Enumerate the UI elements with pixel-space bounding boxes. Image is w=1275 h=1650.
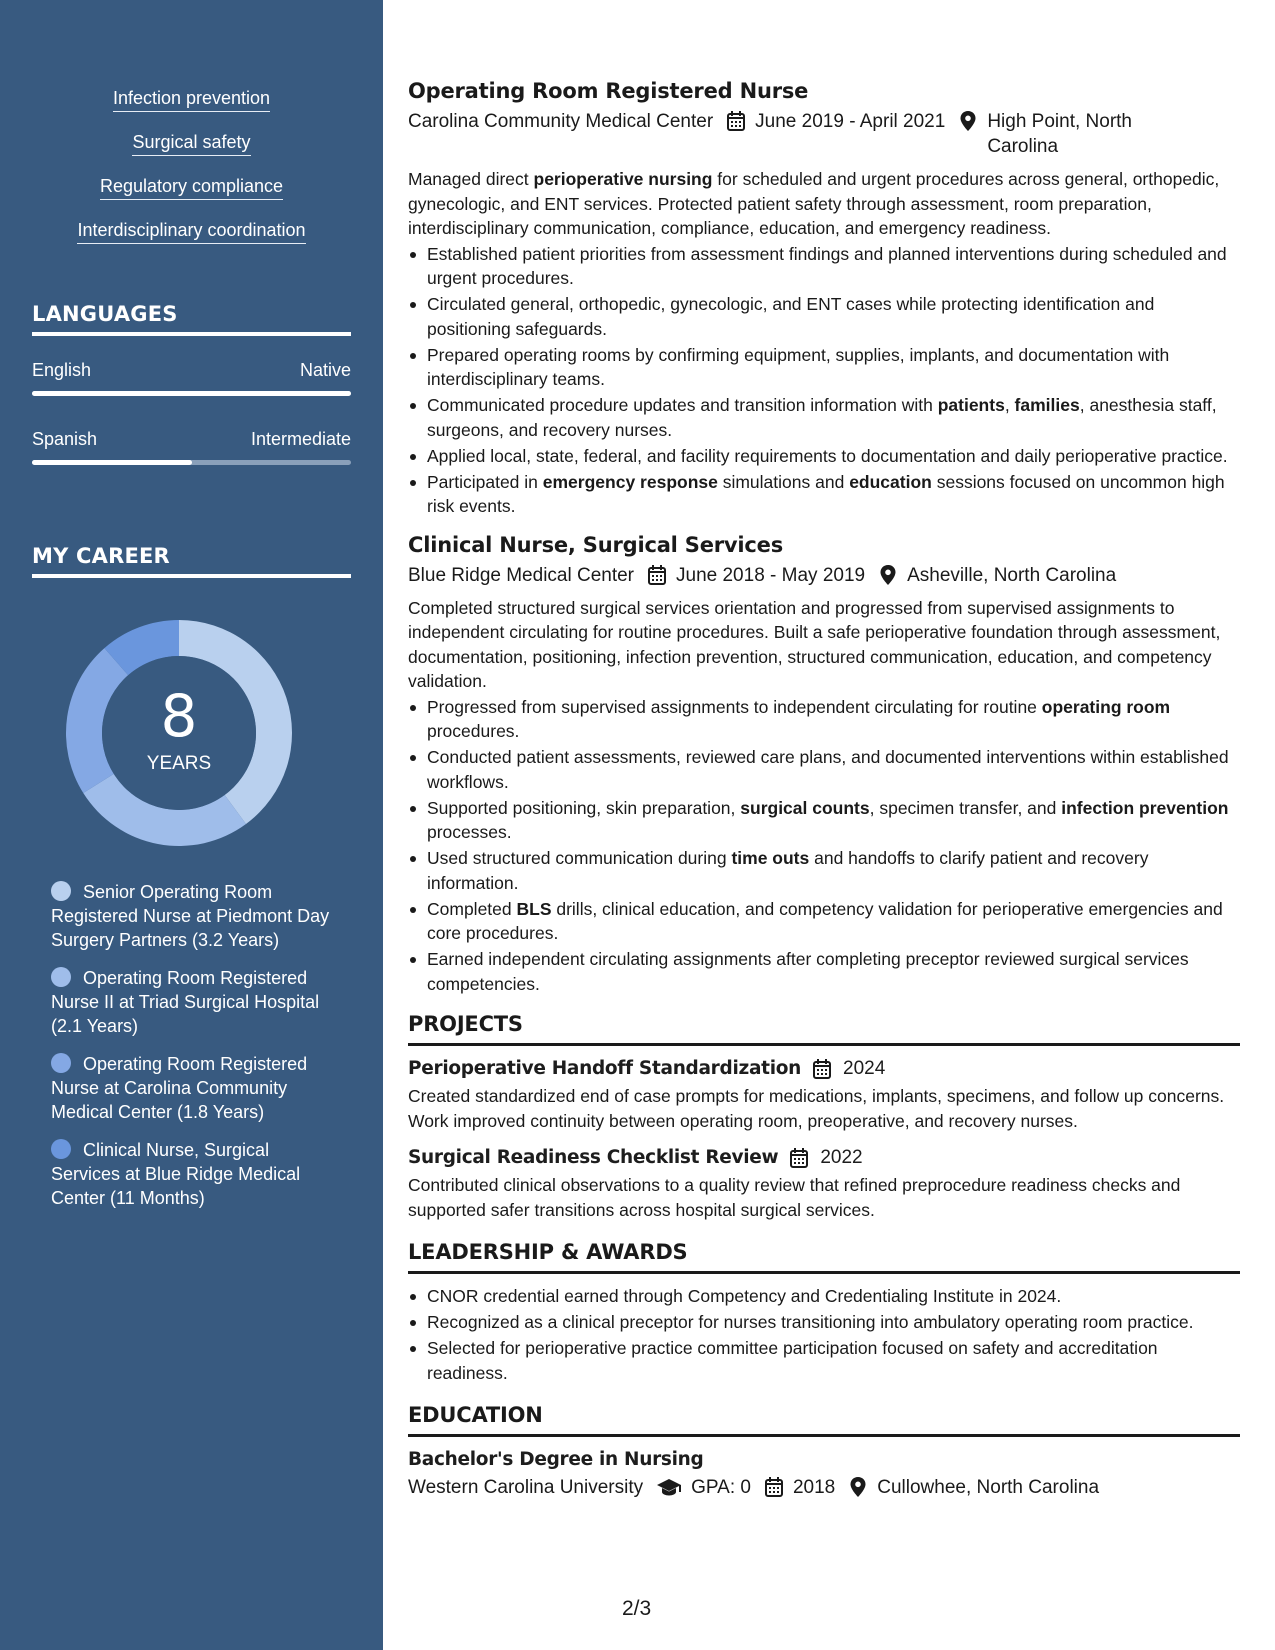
education-degree: Bachelor's Degree in Nursing: [408, 1449, 704, 1470]
sidebar: [0, 0, 383, 1650]
job-location-wrap: [959, 109, 1159, 159]
language-proficiency-bar: [32, 460, 351, 465]
career-legend-text: Clinical Nurse, Surgical Services at Blue Ridge Medical Center (11 Months): [51, 1140, 301, 1208]
job-dates: June 2019 - April 2021: [755, 111, 946, 132]
calendar-icon: [765, 1477, 783, 1497]
project-entry: [408, 1056, 1240, 1133]
legend-dot: [51, 881, 71, 901]
education-gpa: GPA: 0: [691, 1477, 751, 1498]
job-bullet: Communicated procedure updates and transition information with patients, families, anesthesia staff, surgeons, and recovery nurses.: [408, 393, 1240, 442]
language-name: English: [32, 360, 92, 380]
job-bullet: Completed BLS drills, clinical education, and competency validation for perioperative emergencies and core procedures.: [408, 897, 1240, 946]
experience-entry: [408, 531, 1240, 997]
job-bullet: Participated in emergency response simulations and education sessions focused on uncommon high risk events.: [408, 470, 1240, 519]
language-proficiency-fill: [32, 460, 192, 465]
job-bullets: [408, 695, 1240, 997]
projects-section: [408, 1010, 1240, 1222]
career-donut-chart: [66, 620, 292, 846]
calendar-icon: [648, 565, 666, 585]
job-summary: Managed direct perioperative nursing for scheduled and urgent procedures across general, orthopedic, gynecologic, and ENT services. Protected patient safety through assessment, room preparation, interdisciplinary communication, compliance, education, and emergency readiness.: [408, 169, 1220, 238]
location-pin-icon: [959, 111, 977, 131]
career-legend-text: Operating Room Registered Nurse II at Triad Surgical Hospital (2.1 Years): [51, 968, 320, 1036]
location-pin-icon: [849, 1477, 867, 1497]
career-total-label: YEARS: [146, 753, 212, 774]
leadership-item: Selected for perioperative practice committee participation focused on safety and accreditation readiness.: [408, 1336, 1240, 1385]
job-bullet: Established patient priorities from assessment findings and planned interventions during scheduled and urgent procedures.: [408, 242, 1240, 291]
project-title-row: [408, 1145, 1240, 1171]
skill-item: Surgical safety: [132, 130, 250, 156]
job-dates-wrap: [727, 109, 945, 134]
career-legend-item: [51, 966, 341, 1038]
job-company: Carolina Community Medical Center: [408, 111, 714, 132]
legend-dot: [51, 1053, 71, 1073]
job-company: Blue Ridge Medical Center: [408, 564, 635, 586]
job-title: Operating Room Registered Nurse: [408, 79, 809, 103]
language-level: Intermediate: [250, 429, 351, 449]
education-school: Western Carolina University: [408, 1477, 644, 1498]
job-location: Asheville, North Carolina: [907, 564, 1117, 586]
career-legend: [51, 880, 341, 1224]
project-name: Perioperative Handoff Standardization: [408, 1058, 802, 1079]
project-name: Surgical Readiness Checklist Review: [408, 1147, 779, 1168]
skills-list: [0, 86, 383, 262]
project-year: 2024: [843, 1058, 886, 1079]
experience-entry: [408, 77, 1240, 519]
leadership-section: [408, 1238, 1240, 1385]
education-year-wrap: [765, 1475, 835, 1500]
calendar-icon: [790, 1148, 808, 1168]
leadership-item: CNOR credential earned through Competency and Credentialing Institute in 2024.: [408, 1284, 1240, 1309]
job-bullet: Applied local, state, federal, and facility requirements to documentation and daily perioperative practice.: [408, 444, 1240, 469]
skill-item: Interdisciplinary coordination: [77, 218, 305, 244]
career-legend-item: [51, 1138, 341, 1210]
job-dates-wrap: [648, 563, 865, 588]
job-bullet: Prepared operating rooms by confirming equipment, supplies, implants, and documentation with interdisciplinary teams.: [408, 343, 1240, 392]
job-bullet: Circulated general, orthopedic, gynecologic, and ENT cases while protecting identification and positioning safeguards.: [408, 292, 1240, 341]
language-proficiency-fill: [32, 391, 351, 396]
education-year: 2018: [792, 1477, 836, 1498]
project-title-row: [408, 1056, 1240, 1082]
leadership-list: [408, 1284, 1240, 1385]
job-bullet: Supported positioning, skin preparation, surgical counts, specimen transfer, and infection prevention processes.: [408, 796, 1240, 845]
legend-dot: [51, 1139, 71, 1159]
skill-item: Regulatory compliance: [100, 174, 283, 200]
career-legend-item: [51, 1052, 341, 1124]
job-meta: [408, 109, 1240, 159]
job-summary: Completed structured surgical services orientation and progressed from supervised assignments to independent circulating for routine procedures. Built a safe perioperative foundation through assessment, documentation, positioning, infection prevention, structured communication, education, and competency validation.: [408, 597, 1221, 691]
education-section: [408, 1401, 1240, 1500]
career-legend-text: Operating Room Registered Nurse at Carolina Community Medical Center (1.8 Years): [51, 1054, 308, 1122]
projects-heading: PROJECTS: [408, 1010, 1240, 1046]
project-description: Contributed clinical observations to a quality review that refined preprocedure readiness checks and supported safer transitions across hospital surgical services.: [408, 1175, 1181, 1220]
job-bullet: Conducted patient assessments, reviewed care plans, and documented interventions within established workflows.: [408, 745, 1240, 794]
leadership-heading: LEADERSHIP & AWARDS: [408, 1238, 1240, 1274]
education-degree-row: [408, 1447, 1240, 1473]
language-name: Spanish: [32, 429, 98, 449]
legend-dot: [51, 967, 71, 987]
education-location: Cullowhee, North Carolina: [877, 1477, 1100, 1498]
job-title: Clinical Nurse, Surgical Services: [408, 532, 783, 557]
language-proficiency-bar: [32, 391, 351, 396]
project-year: 2022: [820, 1147, 863, 1168]
career-total-years: 8: [160, 682, 198, 750]
education-gpa-wrap: [657, 1475, 751, 1500]
main-content: [408, 77, 1240, 1500]
language-level: Native: [299, 360, 351, 380]
education-meta: [408, 1475, 1240, 1500]
job-location-wrap: [879, 563, 1116, 588]
job-dates: June 2018 - May 2019: [676, 564, 866, 586]
location-pin-icon: [879, 565, 897, 585]
job-bullet: Earned independent circulating assignments after completing preceptor reviewed surgical services competencies.: [408, 947, 1240, 996]
career-legend-text: Senior Operating Room Registered Nurse at Piedmont Day Surgery Partners (3.2 Years): [51, 882, 330, 950]
skill-item: Infection prevention: [113, 86, 270, 112]
page-number: 2/3: [622, 1597, 652, 1620]
education-location-wrap: [849, 1475, 1099, 1500]
calendar-icon: [813, 1059, 831, 1079]
career-legend-item: [51, 880, 341, 952]
leadership-item: Recognized as a clinical preceptor for nurses transitioning into ambulatory operating room practice.: [408, 1310, 1240, 1335]
job-bullet: Used structured communication during time outs and handoffs to clarify patient and recovery information.: [408, 846, 1240, 895]
graduation-cap-icon: [657, 1477, 681, 1497]
career-heading: MY CAREER: [32, 544, 351, 578]
job-location: High Point, North Carolina: [987, 111, 1132, 157]
calendar-icon: [727, 111, 745, 131]
languages-heading: LANGUAGES: [32, 302, 351, 336]
project-entry: [408, 1145, 1240, 1222]
job-bullets: [408, 242, 1240, 519]
job-bullet: Progressed from supervised assignments to independent circulating for routine operating room procedures.: [408, 695, 1240, 744]
education-heading: EDUCATION: [408, 1401, 1240, 1437]
job-meta: [408, 563, 1240, 588]
project-description: Created standardized end of case prompts for medications, implants, specimens, and follow up concerns. Work improved continuity between operating room, preoperative, and recovery nurses.: [408, 1086, 1225, 1131]
